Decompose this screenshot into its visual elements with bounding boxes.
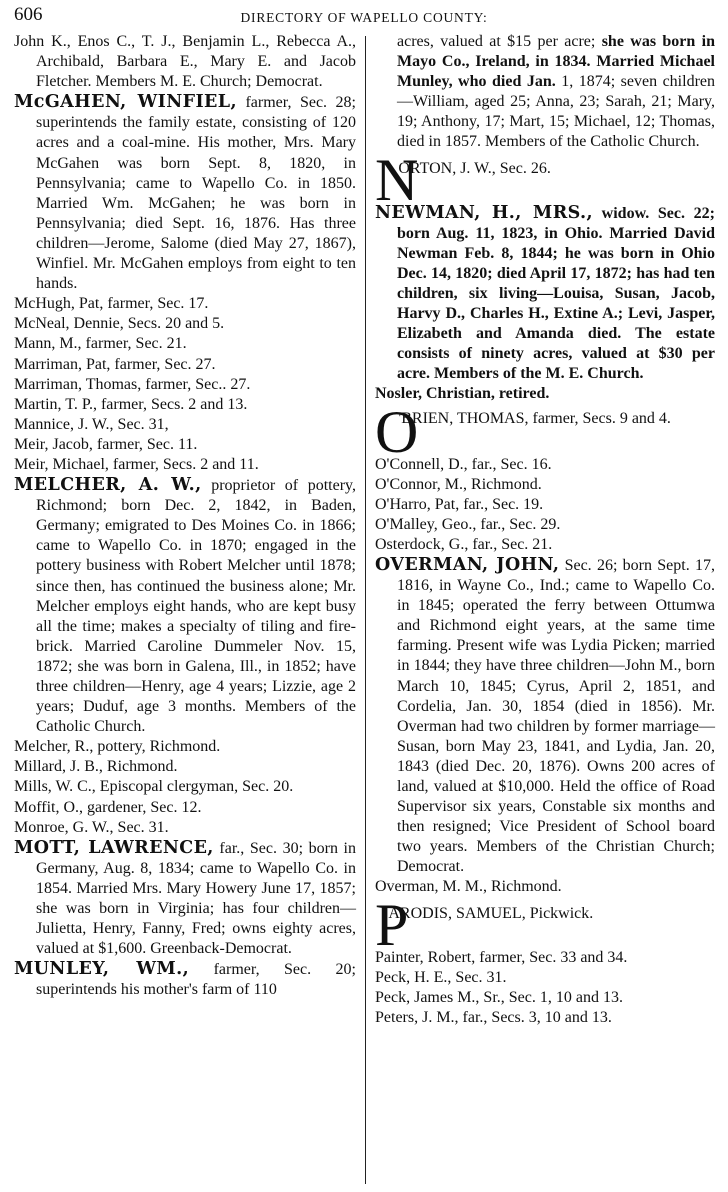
directory-entry: Marriman, Pat, farmer, Sec. 27. [14,355,216,373]
running-title: DIRECTORY OF WAPELLO COUNTY: [240,10,488,25]
directory-entry: Meir, Michael, farmer, Secs. 2 and 11. [14,455,259,473]
entry-name: OVERMAN, JOHN, [375,554,560,575]
directory-entry: Painter, Robert, farmer, Sec. 33 and 34. [375,948,628,966]
directory-entry: O'Malley, Geo., far., Sec. 29. [375,515,561,533]
biography-entry: NEWMAN, H., MRS., widow. Sec. 22; born Aug. 11, 1823, in Ohio. Married David Newman Feb. 8, 1844; he was born in Ohio Dec. 14, 1820; died April 17, 1872; has had ten children, six living—Louisa, Susan, Jacob, Harvy D., Charles H., Extine A.; Levi, Jasper, Elizabeth and Amanda died. The estate consists of ninety acres, valued at $30 per acre. Members of the M. E. Church. [375,202,715,383]
section-n: N ORTON, J. W., Sec. 26. [375,146,551,213]
directory-entry: Melcher, R., pottery, Richmond. [14,738,221,756]
directory-entry: Overman, M. M., Richmond. [375,878,562,896]
directory-entry: Meir, Jacob, farmer, Sec. 11. [14,435,198,453]
directory-entry: Peck, James M., Sr., Sec. 1, 10 and 13. [375,988,623,1006]
biography-entry: McGAHEN, WINFIEL, farmer, Sec. 28; superintends the family estate, consisting of 120 acres and a coal-mine. His mother, Mrs. Mary McGahen was born Sept. 8, 1820, in Pennsylvania; came to Wapello Co. in 1850. Married Wm. McGahen; he was born in Pennsylvania; died Sept. 16, 1876. Has three children—Jerome, Salome (died May 27, 1867), Winfiel. Mr. McGahen employs from eight to ten hands. [14,92,356,293]
directory-entry: Moffit, O., gardener, Sec. 12. [14,798,202,816]
right-column [375,32,715,1028]
entry-name: NEWMAN, H., MRS., [375,202,594,223]
left-column [14,32,356,1001]
directory-entry: Mills, W. C., Episcopal clergyman, Sec. 20. [14,778,294,796]
directory-entry: Millard, J. B., Richmond. [14,758,178,776]
biography-entry: MOTT, LAWRENCE, far., Sec. 30; born in Germany, Aug. 8, 1834; came to Wapello Co. in 1854. Married Mrs. Mary Howery June 17, 1857; she was born in Virginia; has four children—Julietta, Henry, Fanny, Fred; owns eighty acres, valued at $1,600. Greenback-Democrat. [14,837,357,958]
directory-entry: O'Connor, M., Richmond. [375,475,542,493]
entry-name: MUNLEY, WM., [14,959,190,980]
column-divider [365,36,366,1184]
biography-entry: MUNLEY, WM., farmer, Sec. 20; superintends his mother's farm of 110 [14,959,356,999]
directory-entry: O'Connell, D., far., Sec. 16. [375,455,552,473]
directory-entry: Peters, J. M., far., Secs. 3, 10 and 13. [375,1008,612,1026]
directory-entry: O'Harro, Pat, far., Sec. 19. [375,495,544,513]
biography-entry: MELCHER, A. W., proprietor of pottery, Richmond; born Dec. 2, 1842, in Baden, Germany; emigrated to Des Moines Co. in 1866; came to Wapello Co. in 1870; engaged in the pottery business with Robert Melcher until 1878; since then, has continued the business alone; Mr. Melcher employs eight hands, who are kept busy all the time; makes a specialty of tiling and fire-brick. Married Caroline Dummeler Nov. 15, 1872; she was born in Galena, Ill., in 1852; have three children—Henry, age 4 years; Lizzie, age 2 years; Duduf, age 3 months. Members of the Catholic Church. [14,475,357,736]
biography-continuation: acres, valued at $15 per acre; she was born in Mayo Co., Ireland, in 1834. Married Michael Munley, who died Jan. 1, 1874; seven children—William, aged 25; Anna, 23; Sarah, 21; Mary, 19; Anthony, 17; Mart, 15; Michael, 12; Thomas, died in 1857. Members of the Catholic Church. [397,33,716,151]
directory-entry: Marriman, Thomas, farmer, Sec.. 27. [14,375,251,393]
directory-entry: McHugh, Pat, farmer, Sec. 17. [14,295,209,313]
page-header [14,4,714,34]
entry-name: MELCHER, A. W., [14,475,202,496]
drop-cap: N [375,146,419,213]
directory-entry: Mannice, J. W., Sec. 31, [14,415,169,433]
drop-cap: O [375,398,419,465]
directory-entry: Nosler, Christian, retired. [375,385,550,403]
entry-name: McGAHEN, WINFIEL, [14,92,237,113]
directory-entry: John K., Enos C., T. J., Benjamin L., Rebecca A., Archibald, Barbara E., Mary E. and Jacob Fletcher. Members M. E. Church; Democrat. [14,33,356,91]
page-number: 606 [14,4,43,25]
directory-entry: Monroe, G. W., Sec. 31. [14,818,169,836]
directory-entry: McNeal, Dennie, Secs. 20 and 5. [14,315,225,333]
entry-name: MOTT, LAWRENCE, [14,837,214,858]
directory-entry: Martin, T. P., farmer, Secs. 2 and 13. [14,395,248,413]
biography-entry: OVERMAN, JOHN, Sec. 26; born Sept. 17, 1816, in Wayne Co., Ind.; came to Wapello Co. in 1845; operated the ferry between Ottumwa and Richmond eight years, at the same time farming. Present wife was Lydia Picken; married in 1844; they have three children—John M., born March 10, 1845; Cyrus, April 2, 1851, and Cordelia, Jan. 30, 1854 (died in 1856). Mr. Overman had two children by former marriage—Susan, born May 23, 1841, and Lydia, Jan. 20, 1843 (died Dec. 20, 1876). Owns 200 acres of land, valued at $10,000. Held the office of Road Supervisor six years, Constable six months and then resigned; Vice President of School board two years. Members of the Christian Church; Democrat. [375,554,715,876]
directory-entry: Mann, M., farmer, Sec. 21. [14,335,187,353]
section-o: O 'BRIEN, THOMAS, farmer, Secs. 9 and 4. [375,398,671,465]
drop-cap: P [375,891,409,958]
section-p: P ARODIS, SAMUEL, Pickwick. [375,891,594,958]
directory-entry: Peck, H. E., Sec. 31. [375,968,507,986]
directory-entry: Osterdock, G., far., Sec. 21. [375,535,553,553]
